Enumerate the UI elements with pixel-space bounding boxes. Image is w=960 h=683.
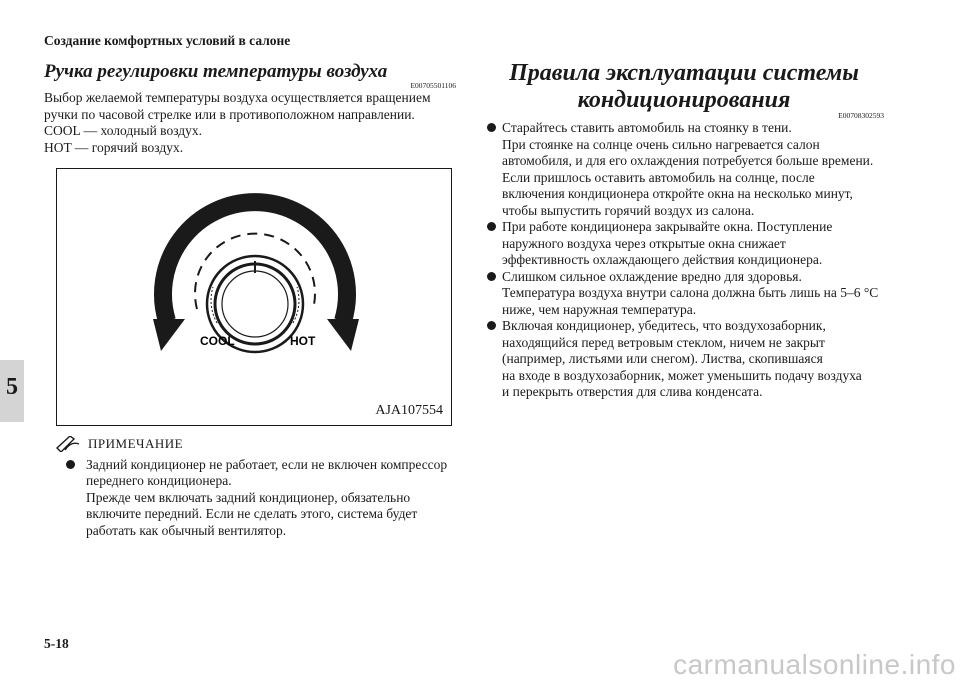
bullet-dot-icon (66, 460, 75, 469)
rules-line: Температура воздуха внутри салона должна быть лишь на 5–6 °C (502, 285, 879, 300)
note-line: переднего кондиционера. (86, 473, 232, 488)
body-line: COOL — холодный воздух. (44, 123, 203, 138)
section-body (44, 90, 456, 156)
left-column (44, 60, 456, 156)
hot-arrowhead (327, 319, 359, 351)
body-line: ручки по часовой стрелке или в противоположном направлении. (44, 106, 415, 122)
rules-line: При стоянке на солнце очень сильно нагревается салон (502, 136, 820, 152)
rules-bullet (484, 269, 884, 319)
cool-arrowhead (153, 319, 185, 351)
rules-line: включения кондиционера откройте окна на несколько минут, (502, 186, 853, 201)
rules-line: (например, листьями или снегом). Листва, скопившаяся (502, 351, 823, 366)
rules-line: автомобиля, и для его охлаждения потребуется больше времени. (502, 153, 874, 168)
rules-line: Слишком сильное охлаждение вредно для здоровья. (502, 268, 802, 284)
note-line: работать как обычный вентилятор. (86, 522, 287, 538)
note-bullet (56, 457, 460, 540)
hot-label: HOT (290, 334, 316, 348)
rules-line: Старайтесь ставить автомобиль на стоянку в тени. (502, 120, 792, 135)
note-title (56, 436, 460, 453)
note-pencil-icon (56, 436, 80, 452)
rules-line: на входе в воздухозаборник, может уменьшить подачу воздуха (502, 367, 862, 383)
knob-illustration (56, 168, 452, 426)
note-block (56, 436, 460, 539)
rules-code: E00708302593 (838, 111, 884, 120)
rules-bullet (484, 219, 884, 269)
section-number: 5 (6, 374, 18, 400)
rules-bullet (484, 318, 884, 401)
rules-bullet (484, 120, 884, 219)
rules-line: наружного воздуха через открытые окна снижает (502, 235, 786, 251)
note-label: ПРИМЕЧАНИЕ (88, 436, 184, 451)
rules-line: Если пришлось оставить автомобиль на солнце, после (502, 169, 815, 185)
right-column (484, 60, 884, 401)
rules-heading-line: Правила эксплуатации системы (509, 60, 859, 86)
rules-line: ниже, чем наружная температура. (502, 301, 697, 317)
bullet-dot-icon (487, 123, 496, 132)
section-heading: Ручка регулировки температуры воздуха (44, 61, 388, 82)
rules-line: Включая кондиционер, убедитесь, что воздухозаборник, (502, 318, 826, 333)
body-line: Выбор желаемой температуры воздуха осуществляется вращением (44, 90, 431, 105)
note-line: Задний кондиционер не работает, если не включен компрессор (86, 456, 448, 472)
note-line: включите передний. Если не сделать этого, система будет (86, 506, 418, 521)
section-code: E00705501106 (410, 81, 456, 90)
rules-heading (484, 60, 884, 114)
page-number: 5-18 (44, 636, 69, 651)
rules-line: чтобы выпустить горячий воздух из салона. (502, 202, 755, 218)
temperature-knob-icon (57, 169, 451, 425)
note-line: Прежде чем включать задний кондиционер, обязательно (86, 489, 411, 505)
rules-line: находящийся перед ветровым стеклом, ничем не закрыт (502, 334, 825, 350)
bullet-dot-icon (487, 272, 496, 281)
rules-heading-line: кондиционирования (577, 87, 791, 113)
rules-line: эффективность охлаждающего действия кондиционера. (502, 252, 823, 267)
section-tab (0, 360, 24, 422)
figure-caption: AJA107554 (375, 403, 443, 418)
cool-label: COOL (200, 334, 235, 348)
body-line: HOT — горячий воздух. (44, 139, 184, 155)
rules-line: При работе кондиционера закрывайте окна. Поступление (502, 219, 833, 234)
chapter-title: Создание комфортных условий в салоне (44, 33, 291, 48)
rules-line: и перекрыть отверстия для слива конденсата. (502, 384, 763, 399)
watermark: carmanualsonline.info (673, 649, 956, 680)
bullet-dot-icon (487, 321, 496, 330)
bullet-dot-icon (487, 222, 496, 231)
